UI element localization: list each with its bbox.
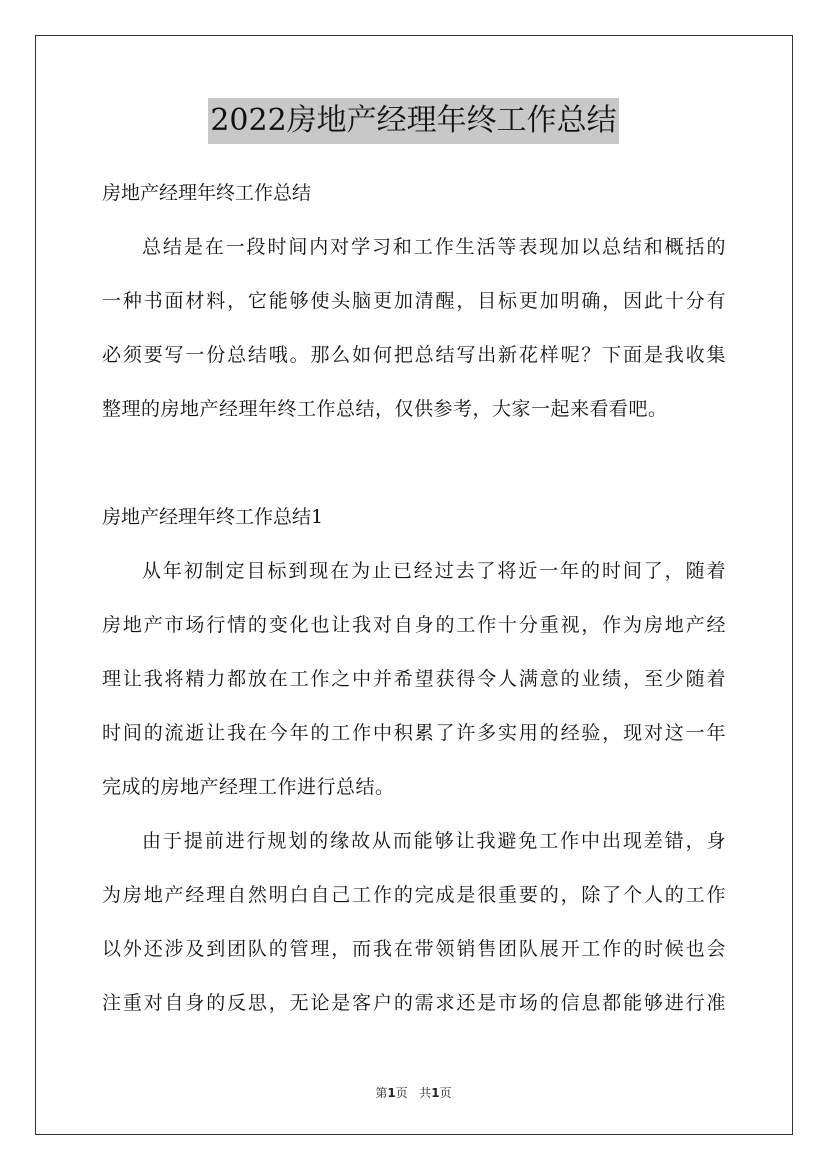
paragraph-line: 由于提前进行规划的缘故从而能够让我避免工作中出现差错，身 (142, 830, 726, 852)
paragraph-line: 完成的房地产经理工作进行总结。 (102, 776, 395, 798)
total-prefix: 共 (419, 1086, 432, 1100)
paragraph-line: 从年初制定目标到现在为止已经过去了将近一年的时间了，随着 (142, 560, 726, 582)
paragraph-line: 时间的流逝让我在今年的工作中积累了许多实用的经验，现对这一年 (102, 722, 726, 744)
paragraph-1 (102, 544, 726, 814)
page-number: 1 (387, 1086, 396, 1100)
paragraph-line: 一种书面材料，它能够使头脑更加清醒，目标更加明确，因此十分有 (102, 290, 726, 312)
page-footer (0, 1084, 827, 1101)
paragraph-line: 注重对自身的反思，无论是客户的需求还是市场的信息都能够进行准 (102, 992, 726, 1014)
total-number: 1 (431, 1086, 440, 1100)
paragraph-line: 为房地产经理自然明白自己工作的完成是很重要的，除了个人的工作 (102, 884, 726, 906)
paragraph-line: 房地产市场行情的变化也让我对自身的工作十分重视，作为房地产经 (102, 614, 726, 636)
document-title: 2022房地产经理年终工作总结 (208, 98, 618, 144)
title-container (0, 98, 827, 144)
paragraph-line: 整理的房地产经理年终工作总结，仅供参考，大家一起来看看吧。 (102, 398, 668, 420)
total-suffix: 页 (439, 1086, 452, 1100)
page-suffix: 页 (395, 1086, 408, 1100)
paragraph-line: 必须要写一份总结哦。那么如何把总结写出新花样呢？下面是我收集 (102, 344, 726, 366)
document-body (102, 166, 726, 1030)
paragraph-line: 理让我将精力都放在工作之中并希望获得令人满意的业绩，至少随着 (102, 668, 726, 690)
document-subtitle: 房地产经理年终工作总结 (102, 182, 312, 204)
intro-paragraph (102, 220, 726, 436)
paragraph-2 (102, 814, 726, 1030)
page-prefix: 第 (375, 1086, 388, 1100)
section-heading: 房地产经理年终工作总结1 (102, 506, 324, 528)
paragraph-line: 总结是在一段时间内对学习和工作生活等表现加以总结和概括的 (142, 236, 726, 258)
spacer (102, 436, 726, 490)
paragraph-line: 以外还涉及到团队的管理，而我在带领销售团队展开工作的时候也会 (102, 938, 726, 960)
